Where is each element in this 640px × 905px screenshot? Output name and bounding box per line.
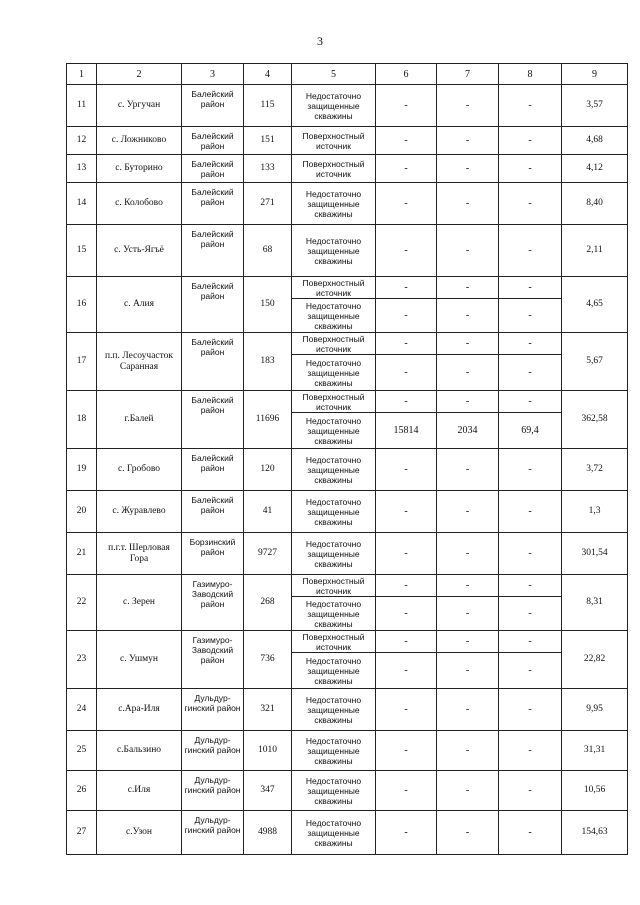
value-cell-8: - — [499, 731, 562, 771]
row-number-cell: 24 — [67, 689, 97, 731]
row-number-cell: 18 — [67, 391, 97, 449]
table-row — [67, 127, 628, 155]
row-number-cell: 27 — [67, 811, 97, 855]
value-cell-7: - — [437, 299, 499, 333]
total-cell: 154,63 — [562, 811, 628, 855]
row-number-cell: 26 — [67, 771, 97, 811]
value-cell-8: - — [499, 575, 562, 597]
district-cell: Дульдур-гинский район — [182, 731, 244, 771]
row-number-cell: 16 — [67, 277, 97, 333]
value-cell-7: - — [437, 575, 499, 597]
population-cell: 133 — [244, 155, 292, 183]
value-cell-7: - — [437, 391, 499, 413]
table-row — [67, 631, 628, 653]
value-cell-8: - — [499, 85, 562, 127]
source-type-cell: Поверхностный источник — [292, 127, 376, 155]
value-cell-6: - — [376, 183, 437, 225]
population-cell: 9727 — [244, 533, 292, 575]
value-cell-8: - — [499, 277, 562, 299]
value-cell-6: - — [376, 653, 437, 689]
district-cell: Балейский район — [182, 277, 244, 333]
row-number-cell: 22 — [67, 575, 97, 631]
value-cell-6: - — [376, 597, 437, 631]
value-cell-8: - — [499, 127, 562, 155]
value-cell-6: - — [376, 225, 437, 277]
source-type-cell: Поверхностный источник — [292, 391, 376, 413]
row-number-cell: 14 — [67, 183, 97, 225]
value-cell-6: 15814 — [376, 413, 437, 449]
header-row — [67, 64, 628, 85]
settlement-cell: с. Ургучан — [97, 85, 182, 127]
table-row — [67, 225, 628, 277]
population-cell: 41 — [244, 491, 292, 533]
population-cell: 183 — [244, 333, 292, 391]
table-row — [67, 771, 628, 811]
total-cell: 3,57 — [562, 85, 628, 127]
table-row — [67, 533, 628, 575]
source-type-cell: Поверхностный источник — [292, 277, 376, 299]
value-cell-7: - — [437, 183, 499, 225]
table-row — [67, 811, 628, 855]
settlement-cell: с.Узон — [97, 811, 182, 855]
source-type-cell: Недостаточно защищенные скважины — [292, 533, 376, 575]
population-cell: 115 — [244, 85, 292, 127]
row-number-cell: 15 — [67, 225, 97, 277]
table-row — [67, 85, 628, 127]
total-cell: 301,54 — [562, 533, 628, 575]
page-number: 3 — [317, 34, 323, 48]
value-cell-6: - — [376, 533, 437, 575]
population-cell: 736 — [244, 631, 292, 689]
settlement-cell: с. Усть-Ягъё — [97, 225, 182, 277]
column-header: 8 — [499, 64, 562, 85]
settlement-cell: с. Буторино — [97, 155, 182, 183]
value-cell-7: - — [437, 127, 499, 155]
value-cell-6: - — [376, 731, 437, 771]
total-cell: 5,67 — [562, 333, 628, 391]
value-cell-8: - — [499, 811, 562, 855]
district-cell: Балейский район — [182, 391, 244, 449]
value-cell-8: - — [499, 391, 562, 413]
district-cell: Дульдур-гинский район — [182, 689, 244, 731]
population-cell: 4988 — [244, 811, 292, 855]
value-cell-8: - — [499, 299, 562, 333]
source-type-cell: Поверхностный источник — [292, 631, 376, 653]
total-cell: 8,31 — [562, 575, 628, 631]
district-cell: Балейский район — [182, 225, 244, 277]
value-cell-8: - — [499, 449, 562, 491]
table-row — [67, 333, 628, 355]
source-type-cell: Недостаточно защищенные скважины — [292, 299, 376, 333]
value-cell-7: - — [437, 85, 499, 127]
table-row — [67, 575, 628, 597]
table-row — [67, 689, 628, 731]
table-row — [67, 391, 628, 413]
settlement-cell: с. Ложниково — [97, 127, 182, 155]
total-cell: 4,68 — [562, 127, 628, 155]
row-number-cell: 12 — [67, 127, 97, 155]
value-cell-6: - — [376, 127, 437, 155]
settlement-cell: с.Иля — [97, 771, 182, 811]
value-cell-7: - — [437, 491, 499, 533]
value-cell-6: - — [376, 333, 437, 355]
value-cell-6: - — [376, 811, 437, 855]
row-number-cell: 11 — [67, 85, 97, 127]
source-type-cell: Недостаточно защищенные скважины — [292, 413, 376, 449]
source-type-cell: Недостаточно защищенные скважины — [292, 653, 376, 689]
district-cell: Балейский район — [182, 155, 244, 183]
value-cell-8: - — [499, 689, 562, 731]
source-type-cell: Недостаточно защищенные скважины — [292, 183, 376, 225]
settlement-cell: с. Гробово — [97, 449, 182, 491]
source-type-cell: Недостаточно защищенные скважины — [292, 85, 376, 127]
column-header: 3 — [182, 64, 244, 85]
district-cell: Газимуро-Заводский район — [182, 631, 244, 689]
column-header: 5 — [292, 64, 376, 85]
value-cell-7: - — [437, 277, 499, 299]
settlement-cell: с. Алия — [97, 277, 182, 333]
value-cell-6: - — [376, 277, 437, 299]
source-type-cell: Недостаточно защищенные скважины — [292, 491, 376, 533]
district-cell: Балейский район — [182, 333, 244, 391]
value-cell-7: - — [437, 731, 499, 771]
value-cell-7: - — [437, 225, 499, 277]
value-cell-7: 2034 — [437, 413, 499, 449]
total-cell: 1,3 — [562, 491, 628, 533]
value-cell-6: - — [376, 449, 437, 491]
table-row — [67, 183, 628, 225]
table-row — [67, 491, 628, 533]
source-type-cell: Недостаточно защищенные скважины — [292, 689, 376, 731]
total-cell: 22,82 — [562, 631, 628, 689]
value-cell-7: - — [437, 533, 499, 575]
total-cell: 362,58 — [562, 391, 628, 449]
source-type-cell: Поверхностный источник — [292, 155, 376, 183]
source-type-cell: Недостаточно защищенные скважины — [292, 811, 376, 855]
value-cell-6: - — [376, 391, 437, 413]
value-cell-6: - — [376, 689, 437, 731]
value-cell-6: - — [376, 771, 437, 811]
row-number-cell: 23 — [67, 631, 97, 689]
row-number-cell: 13 — [67, 155, 97, 183]
total-cell: 10,56 — [562, 771, 628, 811]
value-cell-7: - — [437, 597, 499, 631]
water-supply-table — [66, 63, 628, 855]
district-cell: Дульдур-гинский район — [182, 811, 244, 855]
population-cell: 151 — [244, 127, 292, 155]
column-header: 2 — [97, 64, 182, 85]
source-type-cell: Недостаточно защищенные скважины — [292, 225, 376, 277]
population-cell: 11696 — [244, 391, 292, 449]
value-cell-8: 69,4 — [499, 413, 562, 449]
value-cell-8: - — [499, 333, 562, 355]
total-cell: 31,31 — [562, 731, 628, 771]
value-cell-6: - — [376, 491, 437, 533]
total-cell: 3,72 — [562, 449, 628, 491]
row-number-cell: 20 — [67, 491, 97, 533]
district-cell: Балейский район — [182, 127, 244, 155]
settlement-cell: с. Журавлево — [97, 491, 182, 533]
column-header: 4 — [244, 64, 292, 85]
district-cell: Балейский район — [182, 85, 244, 127]
value-cell-7: - — [437, 771, 499, 811]
population-cell: 68 — [244, 225, 292, 277]
district-cell: Балейский район — [182, 183, 244, 225]
value-cell-8: - — [499, 155, 562, 183]
district-cell: Борзинский район — [182, 533, 244, 575]
value-cell-8: - — [499, 631, 562, 653]
value-cell-8: - — [499, 653, 562, 689]
value-cell-7: - — [437, 811, 499, 855]
settlement-cell: с.Бальзино — [97, 731, 182, 771]
value-cell-7: - — [437, 333, 499, 355]
population-cell: 268 — [244, 575, 292, 631]
table-row — [67, 277, 628, 299]
district-cell: Балейский район — [182, 449, 244, 491]
settlement-cell: с. Ушмун — [97, 631, 182, 689]
value-cell-7: - — [437, 355, 499, 391]
total-cell: 4,12 — [562, 155, 628, 183]
value-cell-7: - — [437, 631, 499, 653]
population-cell: 347 — [244, 771, 292, 811]
value-cell-7: - — [437, 689, 499, 731]
value-cell-6: - — [376, 355, 437, 391]
row-number-cell: 21 — [67, 533, 97, 575]
total-cell: 8,40 — [562, 183, 628, 225]
source-type-cell: Поверхностный источник — [292, 575, 376, 597]
total-cell: 4,65 — [562, 277, 628, 333]
value-cell-6: - — [376, 631, 437, 653]
population-cell: 150 — [244, 277, 292, 333]
settlement-cell: п.г.т. Шерловая Гора — [97, 533, 182, 575]
source-type-cell: Недостаточно защищенные скважины — [292, 731, 376, 771]
value-cell-6: - — [376, 575, 437, 597]
row-number-cell: 19 — [67, 449, 97, 491]
settlement-cell: г.Балей — [97, 391, 182, 449]
district-cell: Газимуро-Заводский район — [182, 575, 244, 631]
settlement-cell: с. Колобово — [97, 183, 182, 225]
value-cell-8: - — [499, 491, 562, 533]
row-number-cell: 17 — [67, 333, 97, 391]
district-cell: Балейский район — [182, 491, 244, 533]
column-header: 9 — [562, 64, 628, 85]
row-number-cell: 25 — [67, 731, 97, 771]
value-cell-6: - — [376, 85, 437, 127]
value-cell-8: - — [499, 355, 562, 391]
population-cell: 1010 — [244, 731, 292, 771]
table-row — [67, 731, 628, 771]
column-header: 7 — [437, 64, 499, 85]
source-type-cell: Недостаточно защищенные скважины — [292, 771, 376, 811]
source-type-cell: Поверхностный источник — [292, 333, 376, 355]
population-cell: 120 — [244, 449, 292, 491]
value-cell-8: - — [499, 225, 562, 277]
value-cell-7: - — [437, 449, 499, 491]
total-cell: 9,95 — [562, 689, 628, 731]
source-type-cell: Недостаточно защищенные скважины — [292, 449, 376, 491]
value-cell-8: - — [499, 533, 562, 575]
value-cell-7: - — [437, 155, 499, 183]
table-row — [67, 449, 628, 491]
settlement-cell: п.п. Лесоучасток Саранная — [97, 333, 182, 391]
column-header: 6 — [376, 64, 437, 85]
value-cell-8: - — [499, 597, 562, 631]
source-type-cell: Недостаточно защищенные скважины — [292, 597, 376, 631]
district-cell: Дульдур-гинский район — [182, 771, 244, 811]
value-cell-8: - — [499, 771, 562, 811]
value-cell-8: - — [499, 183, 562, 225]
population-cell: 271 — [244, 183, 292, 225]
settlement-cell: с.Ара-Иля — [97, 689, 182, 731]
value-cell-6: - — [376, 155, 437, 183]
source-type-cell: Недостаточно защищенные скважины — [292, 355, 376, 391]
total-cell: 2,11 — [562, 225, 628, 277]
value-cell-6: - — [376, 299, 437, 333]
settlement-cell: с. Зерен — [97, 575, 182, 631]
value-cell-7: - — [437, 653, 499, 689]
column-header: 1 — [67, 64, 97, 85]
table-row — [67, 155, 628, 183]
population-cell: 321 — [244, 689, 292, 731]
